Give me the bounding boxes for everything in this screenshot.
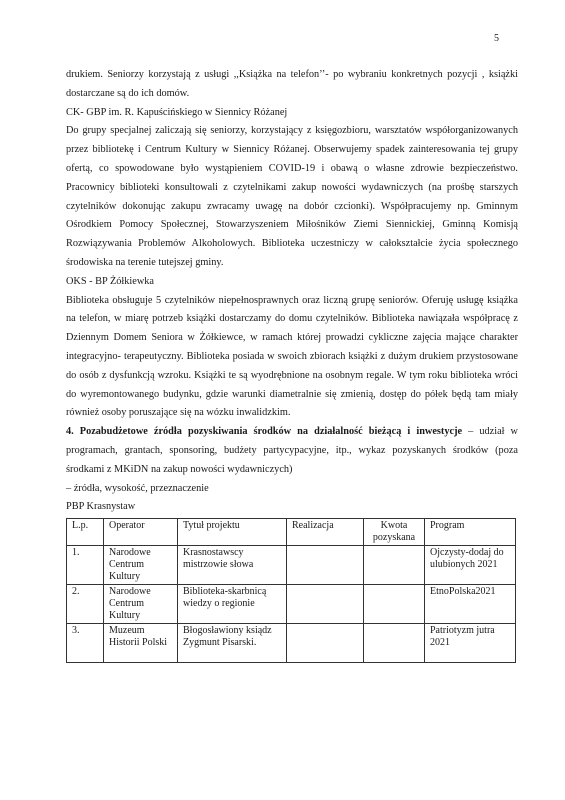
- cell-kwota: [364, 585, 425, 624]
- ck-heading: CK- GBP im. R. Kapuścińskiego w Siennicy Różanej: [66, 106, 288, 118]
- cell-title: Błogosławiony ksiądz Zygmunt Pisarski.: [178, 624, 287, 663]
- projects-table: [66, 518, 516, 663]
- cell-title: Krasnostawscy mistrzowie słowa: [178, 546, 287, 585]
- oks-heading: OKS - BP Żółkiewka: [66, 275, 154, 287]
- section-4-subline: – źródła, wysokość, przeznaczenie: [66, 482, 209, 494]
- header-program: Program: [425, 519, 516, 546]
- document-body: [66, 66, 518, 663]
- table-row: [67, 585, 516, 624]
- cell-program: EtnoPolska2021: [425, 585, 516, 624]
- table-row: [67, 624, 516, 663]
- cell-operator: Narodowe Centrum Kultury: [104, 546, 178, 585]
- cell-title: Biblioteka-skarbnicą wiedzy o regionie: [178, 585, 287, 624]
- cell-operator: Narodowe Centrum Kultury: [104, 585, 178, 624]
- header-operator: Operator: [104, 519, 178, 546]
- header-realizacja: Realizacja: [287, 519, 364, 546]
- cell-realizacja: [287, 546, 364, 585]
- cell-program: Ojczysty-dodaj do ulubionych 2021: [425, 546, 516, 585]
- cell-realizacja: [287, 585, 364, 624]
- cell-lp: 3.: [67, 624, 104, 663]
- section-4-paragraph: [66, 423, 518, 479]
- cell-lp: 1.: [67, 546, 104, 585]
- cell-program: Patriotyzm jutra 2021: [425, 624, 516, 663]
- cell-realizacja: [287, 624, 364, 663]
- header-lp: L.p.: [67, 519, 104, 546]
- cell-operator: Muzeum Historii Polski: [104, 624, 178, 663]
- header-title: Tytuł projektu: [178, 519, 287, 546]
- intro-paragraph: drukiem. Seniorzy korzystają z usługi ,,Książka na telefon’’- po wybraniu konkretnych pozycji , książki dostarczane są do ich domów.: [66, 69, 518, 99]
- cell-kwota: [364, 624, 425, 663]
- section-4-text: – udział w programach, grantach, sponsoring, budżety partycypacyjne, itp., wykaz pozyskanych środków (poza środkami z MKiDN na zakup nowości wydawniczych): [66, 426, 518, 475]
- header-kwota: Kwota pozyskana: [364, 519, 425, 546]
- cell-kwota: [364, 546, 425, 585]
- cell-lp: 2.: [67, 585, 104, 624]
- page-number: 5: [494, 33, 499, 44]
- ck-paragraph: Do grupy specjalnej zaliczają się seniorzy, korzystający z księgozbioru, warsztatów współorganizowanych przez bibliotekę i Centrum Kultury w Siennicy Różanej. Obserwujemy spadek zainteresowania tej grupy ofertą, co spowodowane było wystąpieniem COVID-19 i obawą o własne zdrowie bezpieczeństwo. Pracownicy biblioteki konsultowali z czytelnikami zakup nowości wydawniczych (na prośbę starszych czytelników dokonując zakupu zwracamy uwagę na dobór czcionki). Współpracujemy np. Gminnym Ośrodkiem Pomocy Społecznej, Stowarzyszeniem Miłośników Ziemi Siennickiej, Gminną Komisją Rozwiązywania Problemów Alkoholowych. Biblioteka uczestniczy w całokształcie życia społecznego środowiska na terenie tutejszej gminy.: [66, 125, 518, 268]
- oks-paragraph: Biblioteka obsługuje 5 czytelników niepełnosprawnych oraz liczną grupę seniorów. Oferuję usługę książka na telefon, w miarę potrzeb książki dostarczamy do domu czytelników. Biblioteka nawiązała współpracę z Dziennym Domem Seniora w Żółkiewce, w ramach której prowadzi cykliczne zajęcia mające charakter integracyjno- terapeutyczny. Biblioteka posiada w swoich zbiorach książki z dużym drukiem przystosowane do osób z dysfunkcją wzroku. Książki te są wyodrębnione na osobnym regale. W tym roku biblioteka wróci do wyremontowanego budynku, gdzie warunki diametralnie się zmienią, dostęp do półek będą tam miały również osoby poruszające się na wózku inwalidzkim.: [66, 294, 518, 419]
- table-row: [67, 546, 516, 585]
- section-4-title: 4. Pozabudżetowe źródła pozyskiwania środków na działalność bieżącą i inwestycje: [66, 426, 463, 438]
- pbp-heading: PBP Krasnystaw: [66, 501, 136, 513]
- table-header-row: [67, 519, 516, 546]
